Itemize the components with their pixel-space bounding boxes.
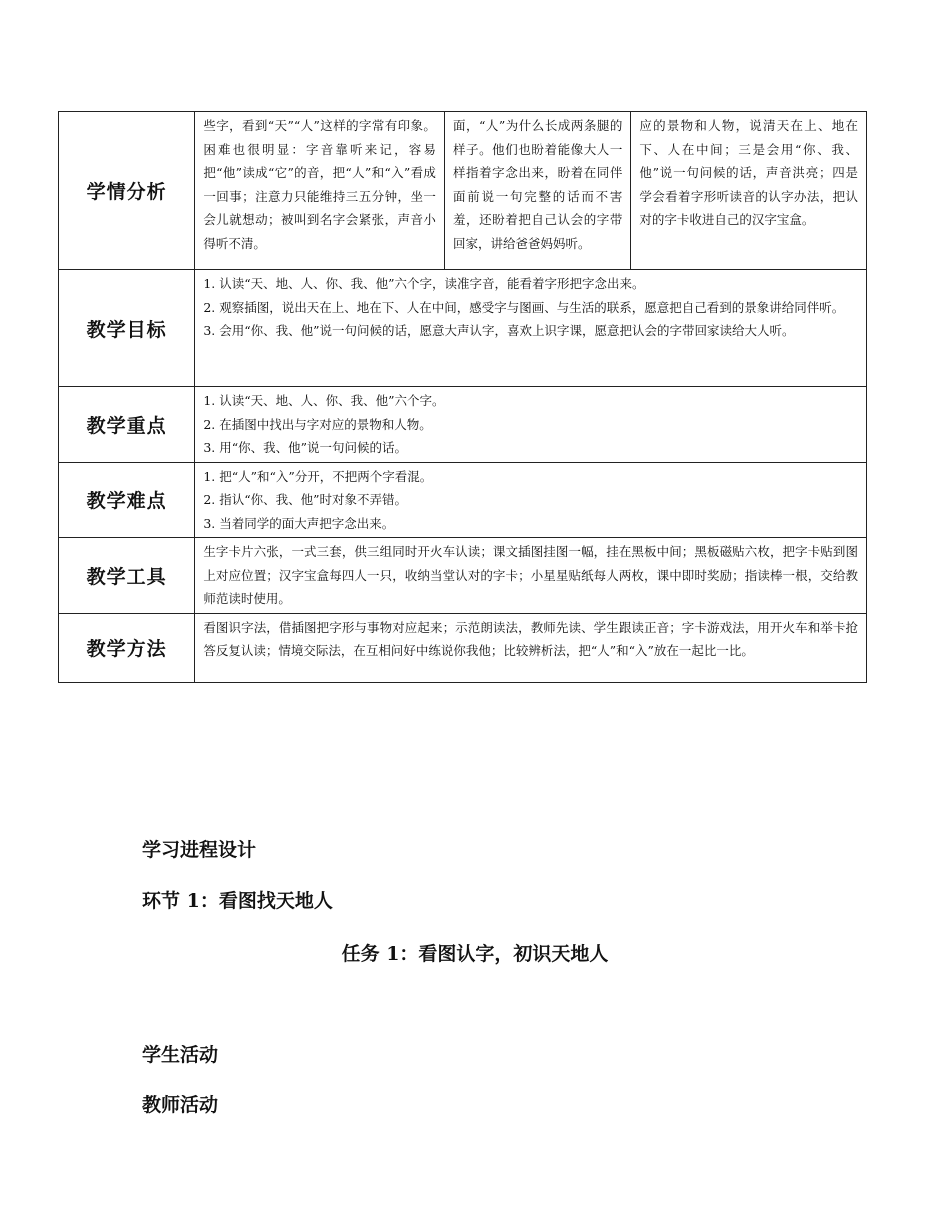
difficulties-label: 教学难点 — [59, 462, 195, 538]
goals-label: 教学目标 — [59, 270, 195, 387]
tools-text: 生字卡片六张，一式三套，供三组同时开火车认读；课文插图挂图一幅，挂在黑板中间；黑板磁贴六枚，把字卡贴到图上对应位置；汉字宝盒每四人一只，收纳当堂认对的字卡；小星星贴纸每人两枚，课中即时奖励；指读棒一根，交给教师范读时使用。 — [203, 544, 858, 606]
student-activity-heading: 学生活动 — [142, 1044, 219, 1066]
goals-item: 3. 会用“你、我、他”说一句问候的话，愿意大声认字，喜欢上识字课，愿意把认会的字带回家读给大人听。 — [203, 323, 795, 338]
task1-title: 任务 1：看图认字，初识天地人 — [341, 943, 609, 965]
goals-item: 2. 观察插图，说出天在上、地在下、人在中间，感受字与图画、与生活的联系，愿意把自己看到的景象讲给同伴听。 — [203, 299, 845, 315]
analysis-col1-text: 些字，看到“天”“人”这样的字常有印象。困难也很明显：字音靠听来记，容易把“他”读成“它”的音，把“人”和“入”看成一回事；注意力只能维持三五分钟，坐一会儿就想动；被叫到名字会紧张，声音小得听不清。 — [203, 118, 436, 251]
tools-label: 教学工具 — [59, 538, 195, 614]
methods-row — [59, 613, 867, 682]
analysis-col3-text: 应的景物和人物，说清天在上、地在下、人在中间；三是会用“你、我、他”说一句问候的话，声音洪亮；四是学会看着字形听读音的认字办法，把认对的字卡收进自己的汉字宝盒。 — [639, 118, 858, 227]
difficulties-item: 2. 指认“你、我、他”时对象不弄错。 — [203, 492, 408, 507]
key-points-item: 1. 认读“天、地、人、你、我、他”六个字。 — [203, 393, 445, 408]
key-points-row — [59, 387, 867, 463]
process-title: 学习进程设计 — [142, 839, 257, 861]
analysis-label: 学情分析 — [59, 112, 195, 270]
goals-row — [59, 270, 867, 387]
difficulties-item: 3. 当着同学的面大声把字念出来。 — [203, 515, 395, 531]
key-points-list — [195, 387, 866, 462]
analysis-col2-text: 面，“人”为什么长成两条腿的样子。他们也盼着能像大人一样指着字念出来，盼着在同伴面前说一句完整的话而不害羞，还盼着把自己认会的字带回家，讲给爸爸妈妈听。 — [452, 118, 623, 251]
methods-label: 教学方法 — [59, 613, 195, 682]
tools-row — [59, 538, 867, 614]
key-points-item: 3. 用“你、我、他”说一句问候的话。 — [203, 440, 408, 455]
key-points-item: 2. 在插图中找出与字对应的景物和人物。 — [203, 416, 432, 432]
methods-text: 看图识字法，借插图把字形与事物对应起来；示范朗读法，教师先读、学生跟读正音；字卡游戏法，用开火车和举卡抢答反复认读；情境交际法，在互相问好中练说你我他；比较辨析法，把“人”和“入”放在一起比一比。 — [203, 619, 858, 658]
analysis-row — [59, 112, 867, 270]
lesson-plan-table — [58, 111, 867, 683]
difficulties-list — [195, 463, 866, 538]
difficulties-row — [59, 462, 867, 538]
key-points-label: 教学重点 — [59, 387, 195, 463]
teacher-activity-heading: 教师活动 — [142, 1094, 219, 1116]
goals-item: 1. 认读“天、地、人、你、我、他”六个字，读准字音，能看着字形把字念出来。 — [203, 276, 645, 291]
goals-list — [195, 270, 866, 345]
stage1-title: 环节 1：看图找天地人 — [142, 890, 333, 912]
difficulties-item: 1. 把“人”和“入”分开，不把两个字看混。 — [203, 468, 433, 484]
